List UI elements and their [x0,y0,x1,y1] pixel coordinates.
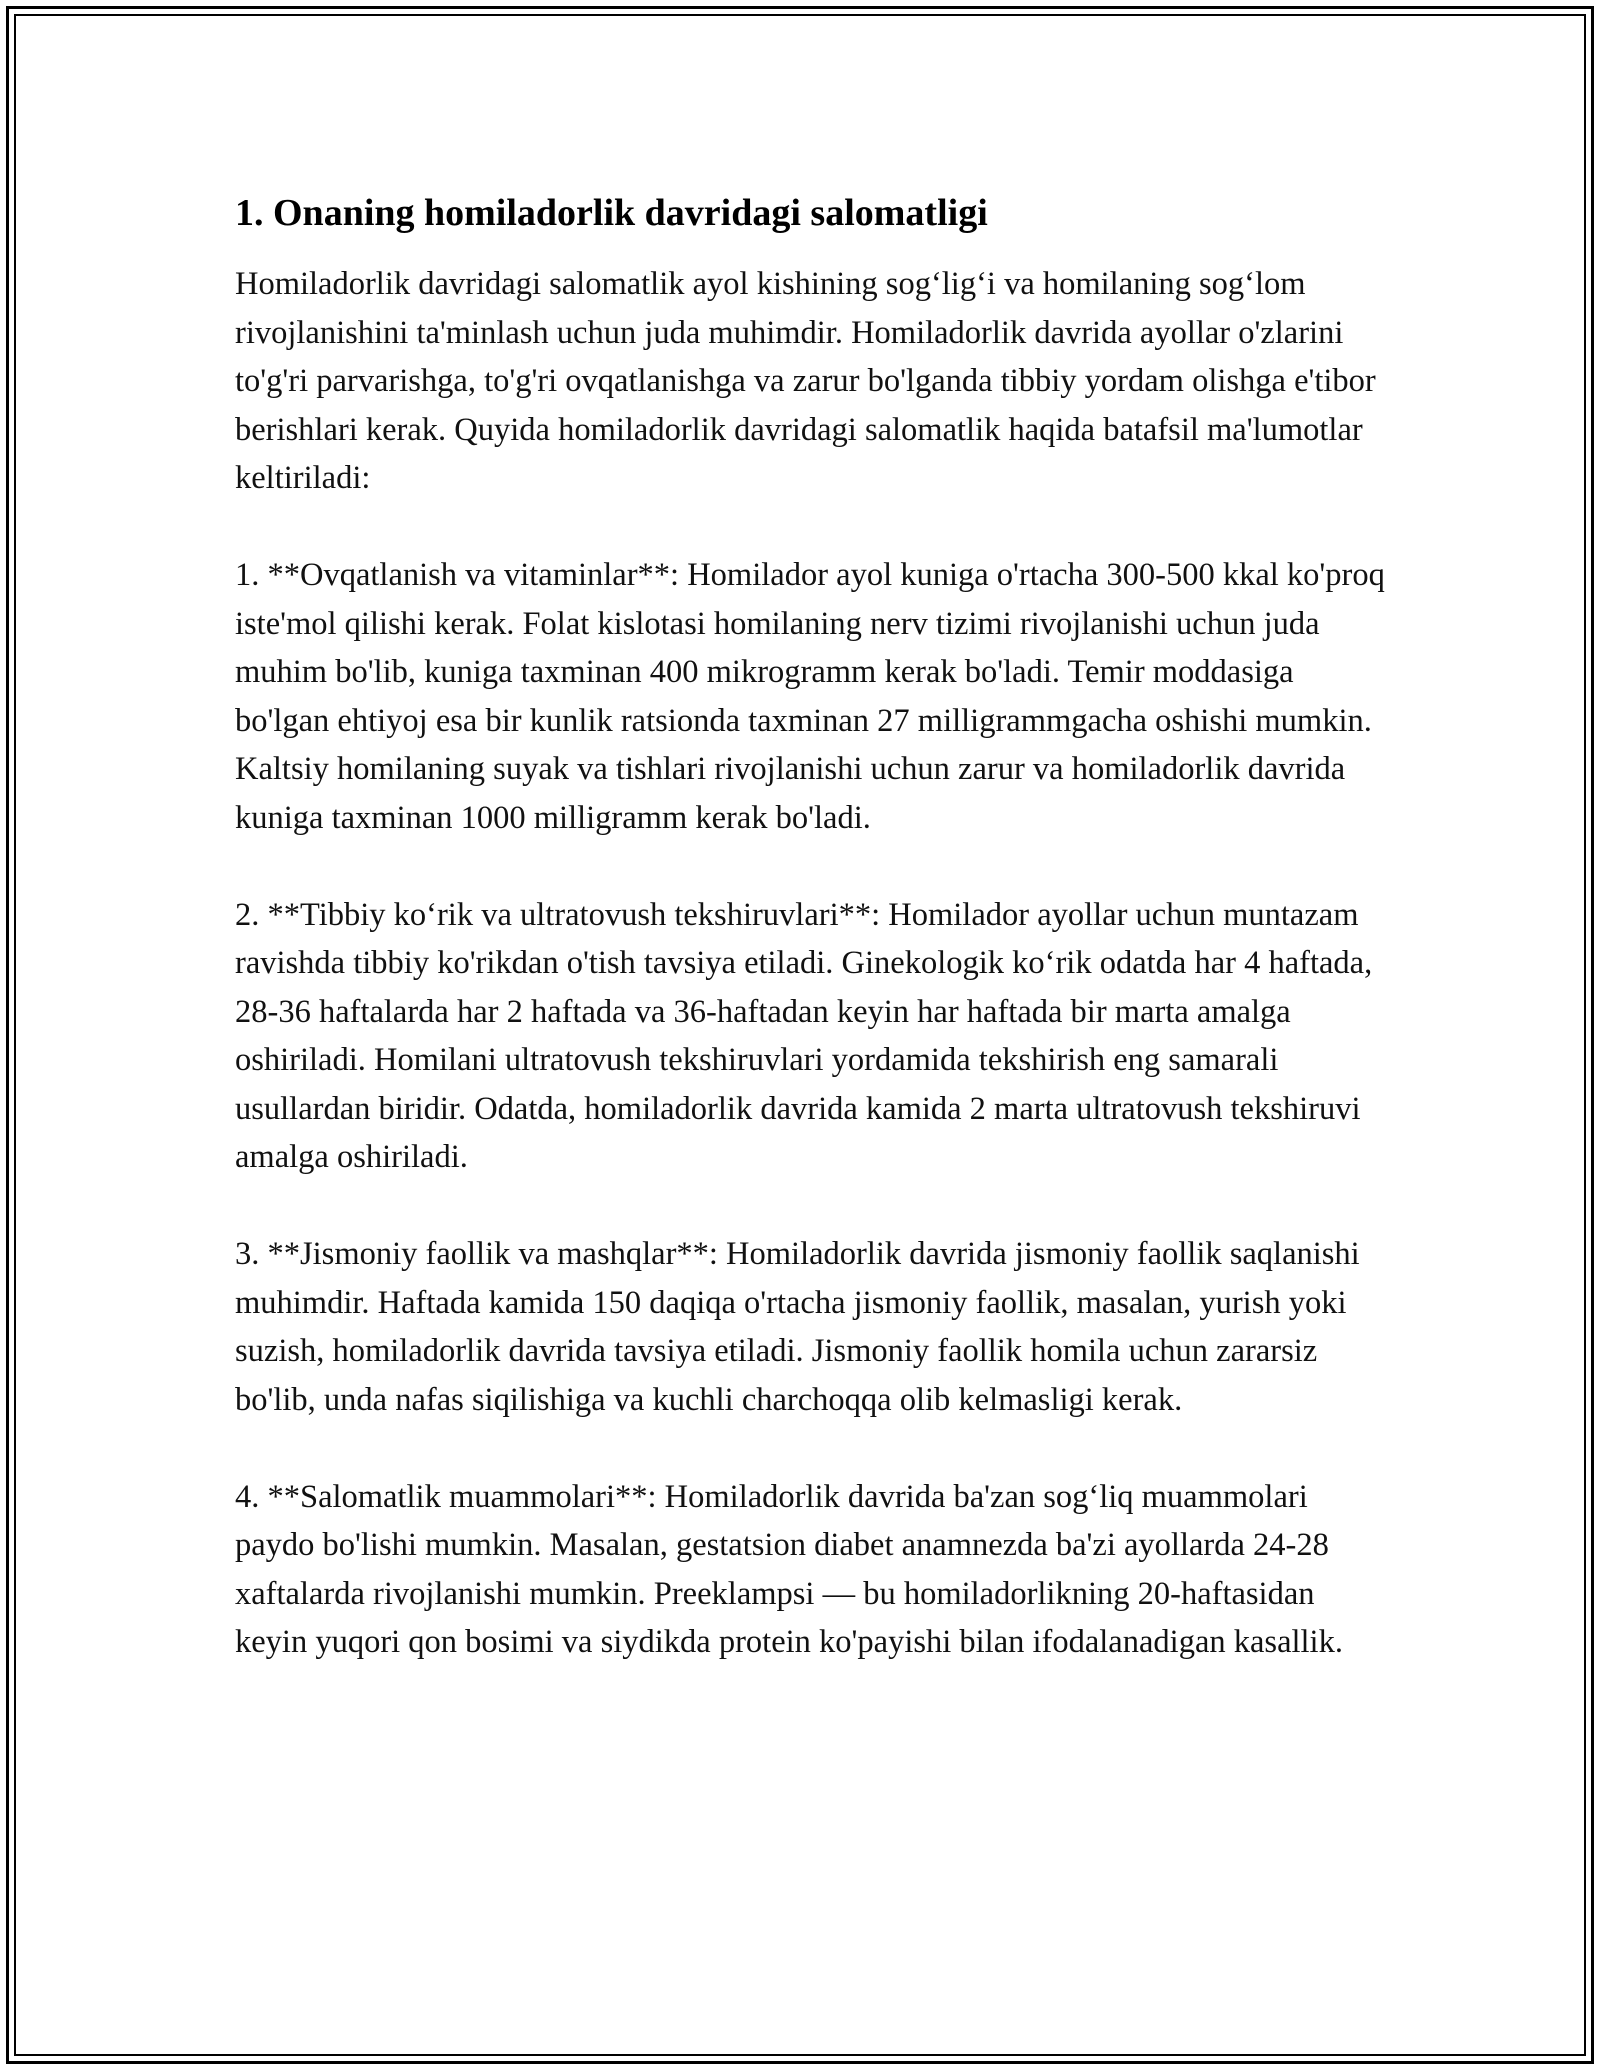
document-body [235,188,1385,1715]
medical-checkup-paragraph: 2. **Tibbiy ko‘rik va ultratovush tekshiruvlari**: Homilador ayollar uchun muntazam ravishda tibbiy ko'rikdan o'tish tavsiya etiladi. Ginekologik ko‘rik odatda har 4 haftada, 28-36 haftalarda har 2 haftada va 36-haftadan keyin har haftada bir marta amalga oshiriladi. Homilani ultratovush tekshiruvlari yordamida tekshirish eng samarali usullardan biridir. Odatda, homiladorlik davrida kamida 2 marta ultratovush tekshiruvi amalga oshiriladi. [235,896,1373,1175]
section-title: 1. Onaning homiladorlik davridagi salomatligi [235,192,988,234]
intro-paragraph: Homiladorlik davridagi salomatlik ayol kishining sog‘lig‘i va homilaning sog‘lom rivojlanishini ta'minlash uchun juda muhimdir. Homiladorlik davrida ayollar o'zlarini to'g'ri parvarishga, to'g'ri ovqatlanishga va zarur bo'lganda tibbiy yordam olishga e'tibor berishlari kerak. Quyida homiladorlik davridagi salomatlik haqida batafsil ma'lumotlar keltiriladi: [235,266,1376,496]
physical-activity-paragraph: 3. **Jismoniy faollik va mashqlar**: Homiladorlik davrida jismoniy faollik saqlanishi muhimdir. Haftada kamida 150 daqiqa o'rtacha jismoniy faollik, masalan, yurish yoki suzish, homiladorlik davrida tavsiya etiladi. Jismoniy faollik homila uchun zararsiz bo'lib, unda nafas siqilishiga va kuchli charchoqqa olib kelmasligi kerak. [235,1236,1360,1418]
health-problems-paragraph: 4. **Salomatlik muammolari**: Homiladorlik davrida ba'zan sog‘liq muammolari paydo bo'lishi mumkin. Masalan, gestatsion diabet anamnezda ba'zi ayollarda 24-28 xaftalarda rivojlanishi mumkin. Preeklampsi — bu homiladorlikning 20-haftasidan keyin yuqori qon bosimi va siydikda protein ko'payishi bilan ifodalanadigan kasallik. [235,1478,1343,1660]
nutrition-paragraph: 1. **Ovqatlanish va vitaminlar**: Homilador ayol kuniga o'rtacha 300-500 kkal ko'proq iste'mol qilishi kerak. Folat kislotasi homilaning nerv tizimi rivojlanishi uchun juda muhim bo'lib, kuniga taxminan 400 mikrogramm kerak bo'ladi. Temir moddasiga bo'lgan ehtiyoj esa bir kunlik ratsionda taxminan 27 milligrammgacha oshishi mumkin. Kaltsiy homilaning suyak va tishlari rivojlanishi uchun zarur va homiladorlik davrida kuniga taxminan 1000 milligramm kerak bo'ladi. [235,557,1385,836]
